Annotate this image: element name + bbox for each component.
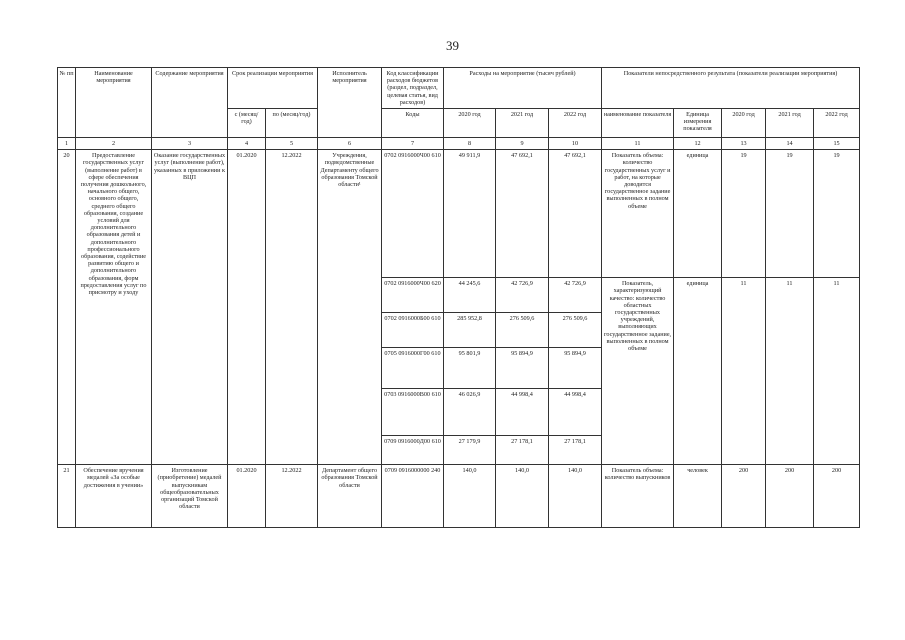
header-period: Срок реализации мероприятия (228, 68, 318, 109)
col-number: 4 (228, 138, 266, 150)
header-y2022: 2022 год (549, 109, 602, 138)
row20-code: 0702 0916000Б00 610 (382, 313, 444, 348)
page-number: 39 (446, 38, 459, 53)
col-number: 2 (76, 138, 152, 150)
row20-content: Оказание государственных услуг (выполнение работ), указанных в приложении к ВЦП (152, 150, 228, 465)
row20-ind1-v2021: 19 (766, 150, 814, 278)
col-number: 12 (674, 138, 722, 150)
row20-y2020: 27 179,9 (444, 436, 496, 465)
col-number: 13 (722, 138, 766, 150)
row21-v2022: 200 (814, 465, 860, 528)
row20-y2020: 285 952,8 (444, 313, 496, 348)
row20-name: Предоставление государственных услуг (выполнение работ) в сфере обеспечения получения дошкольного, начального общего, основного общего, среднего общего образования, создание условий для дополнительного образования детей и дополнительного профессионального образования, содействие развитию общего и дополнительного образования, форм предоставления услуг по присмотру и уходу (76, 150, 152, 465)
col-number: 15 (814, 138, 860, 150)
activities-table (57, 67, 860, 528)
row21-executor: Департамент общего образования Томской области (318, 465, 382, 528)
row20-ind1-v2022: 19 (814, 150, 860, 278)
row20-y2022: 47 692,1 (549, 150, 602, 278)
row20-ind2-v2022: 11 (814, 278, 860, 465)
column-numbers-row (58, 138, 860, 150)
row20-y2021: 42 726,9 (496, 278, 549, 313)
header-name: Наименование мероприятия (76, 68, 152, 138)
row20-code: 0702 0916000Ч00 620 (382, 278, 444, 313)
row20-y2021: 44 998,4 (496, 389, 549, 436)
row20-y2022: 42 726,9 (549, 278, 602, 313)
header-from: с (месяц/ год) (228, 109, 266, 138)
row20-code: 0705 0916000Г00 610 (382, 348, 444, 389)
header-content: Содержание мероприятия (152, 68, 228, 138)
row20-y2020: 46 026,9 (444, 389, 496, 436)
header-i2021: 2021 год (766, 109, 814, 138)
header-y2020: 2020 год (444, 109, 496, 138)
header-ind-name: наименование показателя (602, 109, 674, 138)
col-number: 3 (152, 138, 228, 150)
row20-code: 0709 0916000Д00 610 (382, 436, 444, 465)
row20-y2022: 276 509,6 (549, 313, 602, 348)
row20-ind1-unit: единица (674, 150, 722, 278)
col-number: 7 (382, 138, 444, 150)
row20-to: 12.2022 (266, 150, 318, 465)
row21-from: 01.2020 (228, 465, 266, 528)
header-no: № пп (58, 68, 76, 138)
col-number: 8 (444, 138, 496, 150)
row21-to: 12.2022 (266, 465, 318, 528)
row20-y2020: 44 245,6 (444, 278, 496, 313)
row20-y2021: 276 509,6 (496, 313, 549, 348)
row20-ind2-v2020: 11 (722, 278, 766, 465)
row21-y2020: 140,0 (444, 465, 496, 528)
header-expenses: Расходы на мероприятие (тысяч рублей) (444, 68, 602, 109)
row20-y2021: 47 692,1 (496, 150, 549, 278)
header-i2020: 2020 год (722, 109, 766, 138)
table-row (58, 150, 860, 278)
header-i2022: 2022 год (814, 109, 860, 138)
row20-y2020: 95 801,9 (444, 348, 496, 389)
row20-ind1-v2020: 19 (722, 150, 766, 278)
row21-code: 0709 0916000000 240 (382, 465, 444, 528)
row20-ind2-name: Показатель, характеризующий качество: количество областных государственных учреждений, выполняющих государственное задание, выполненных в полном объеме (602, 278, 674, 465)
row20-y2021: 27 178,1 (496, 436, 549, 465)
row21-v2021: 200 (766, 465, 814, 528)
col-number: 11 (602, 138, 674, 150)
row20-no: 20 (58, 150, 76, 465)
col-number: 5 (266, 138, 318, 150)
row21-name: Обеспечение вручения медалей «За особые достижения в учении» (76, 465, 152, 528)
row20-from: 01.2020 (228, 150, 266, 465)
row20-ind2-v2021: 11 (766, 278, 814, 465)
row21-content: Изготовление (приобретение) медалей выпускникам общеобразовательных организаций Томской области (152, 465, 228, 528)
header-y2021: 2021 год (496, 109, 549, 138)
row20-ind1-name: Показатель объема: количество государственных услуг и работ, на которые доводится государственное задание выполненных в полном объеме (602, 150, 674, 278)
row20-code: 0702 0916000Ч00 610 (382, 150, 444, 278)
col-number: 9 (496, 138, 549, 150)
row21-no: 21 (58, 465, 76, 528)
col-number: 6 (318, 138, 382, 150)
row20-code: 0703 0916000В00 610 (382, 389, 444, 436)
row20-y2022: 44 998,4 (549, 389, 602, 436)
table-row (58, 465, 860, 528)
header-ind-unit: Единица измерения показателя (674, 109, 722, 138)
header-to: по (месяц/год) (266, 109, 318, 138)
header-executor: Исполнитель мероприятия (318, 68, 382, 138)
row21-unit: человек (674, 465, 722, 528)
col-number: 14 (766, 138, 814, 150)
header-codes: Коды (382, 109, 444, 138)
row20-y2020: 49 911,9 (444, 150, 496, 278)
row20-ind2-unit: единица (674, 278, 722, 465)
row21-ind-name: Показатель объема: количество выпускников (602, 465, 674, 528)
col-number: 1 (58, 138, 76, 150)
header-row (58, 68, 860, 109)
row20-y2021: 95 894,9 (496, 348, 549, 389)
row21-v2020: 200 (722, 465, 766, 528)
header-code: Код классификации расходов бюджетов (раздел, подраздел, целевая статья, вид расходов) (382, 68, 444, 109)
row20-y2022: 95 894,9 (549, 348, 602, 389)
header-indicators: Показатели непосредственного результата (показатели реализации мероприятия) (602, 68, 860, 109)
row21-y2021: 140,0 (496, 465, 549, 528)
row20-y2022: 27 178,1 (549, 436, 602, 465)
row21-y2022: 140,0 (549, 465, 602, 528)
row20-executor: Учреждения, подведомственные Департаменту общего образования Томской области¹ (318, 150, 382, 465)
col-number: 10 (549, 138, 602, 150)
